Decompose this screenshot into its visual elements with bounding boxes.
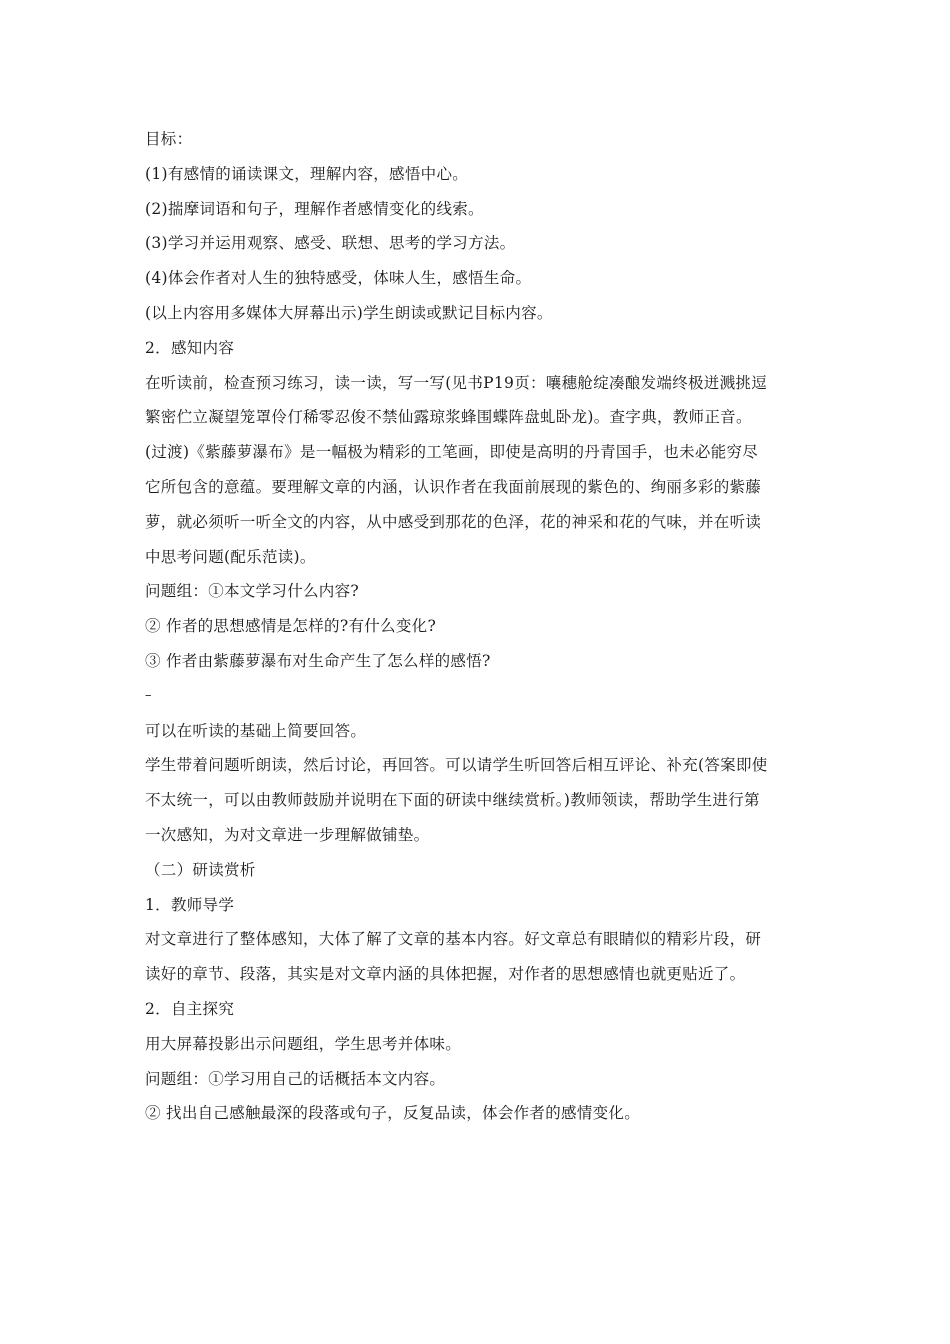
text-line-paragraph: 读好的章节、段落，其实是对文章内涵的具体把握，对作者的思想感情也就更贴近了。 bbox=[145, 965, 746, 984]
text-line-paragraph: 可以在听读的基础上简要回答。 bbox=[145, 721, 367, 740]
text-line-goal-4: (4)体会作者对人生的独特感受，体味人生，感悟生命。 bbox=[145, 269, 532, 288]
text-line-goals-note: (以上内容用多媒体大屏幕出示)学生朗读或默记目标内容。 bbox=[145, 303, 553, 322]
text-line-subsection-explore: 2．自主探究 bbox=[145, 999, 235, 1018]
text-line-goal-2: (2)揣摩词语和句子，理解作者感情变化的线索。 bbox=[145, 199, 484, 218]
text-line-question-2: ② 找出自己感触最深的段落或句子，反复品读，体会作者的感情变化。 bbox=[145, 1104, 641, 1123]
text-line-question-1: 问题组：①本文学习什么内容? bbox=[145, 582, 360, 601]
text-line-goal-1: (1)有感情的诵读课文，理解内容，感悟中心。 bbox=[145, 164, 469, 183]
text-line-paragraph: 在听读前，检查预习练习，读一读，写一写(见书P19页：嚷穗舱绽凑酿发端终极迸溅挑逗 bbox=[145, 373, 768, 392]
text-line-paragraph: (过渡)《紫藤萝瀑布》是一幅极为精彩的工笔画，即使是高明的丹青国手，也未必能穷尽 bbox=[145, 443, 759, 462]
text-line-paragraph: 不太统一，可以由教师鼓励并说明在下面的研读中继续赏析。)教师领读，帮助学生进行第 bbox=[145, 791, 760, 810]
text-line-paragraph: 萝，就必须听一听全文的内容，从中感受到那花的色泽，花的神采和花的气味，并在听读 bbox=[145, 512, 762, 531]
text-line-paragraph: 对文章进行了整体感知，大体了解了文章的基本内容。好文章总有眼睛似的精彩片段，研 bbox=[145, 930, 762, 949]
text-line-paragraph: 一次感知，为对文章进一步理解做铺垫。 bbox=[145, 825, 430, 844]
text-line-goals-heading: 目标： bbox=[145, 130, 193, 148]
text-line-question-2: ② 作者的思想感情是怎样的?有什么变化? bbox=[145, 617, 437, 636]
text-line-subsection-teacher: 1．教师导学 bbox=[145, 895, 235, 914]
text-line-section-study: （二）研读赏析 bbox=[145, 860, 256, 879]
text-line-question-3: ③ 作者由紫藤萝瀑布对生命产生了怎么样的感悟? bbox=[145, 651, 491, 670]
text-line-goal-3: (3)学习并运用观察、感受、联想、思考的学习方法。 bbox=[145, 234, 516, 253]
text-line-dash: – bbox=[145, 687, 152, 703]
text-line-paragraph: 用大屏幕投影出示问题组，学生思考并体味。 bbox=[145, 1034, 462, 1053]
text-line-paragraph: 中思考问题(配乐范读)。 bbox=[145, 547, 316, 566]
text-line-section-perceive: 2．感知内容 bbox=[145, 338, 235, 357]
document-page bbox=[145, 122, 809, 1131]
text-line-question-1: 问题组：①学习用自己的话概括本文内容。 bbox=[145, 1069, 446, 1088]
text-line-paragraph: 它所包含的意蕴。要理解文章的内涵，认识作者在我面前展现的紫色的、绚丽多彩的紫藤 bbox=[145, 477, 762, 496]
text-line-paragraph: 学生带着问题听朗读，然后讨论，再回答。可以请学生听回答后相互评论、补充(答案即使 bbox=[145, 756, 768, 775]
text-line-paragraph: 繁密伫立凝望笼罩伶仃稀零忍俊不禁仙露琼浆蜂围蝶阵盘虬卧龙)。查字典，教师正音。 bbox=[145, 408, 752, 427]
